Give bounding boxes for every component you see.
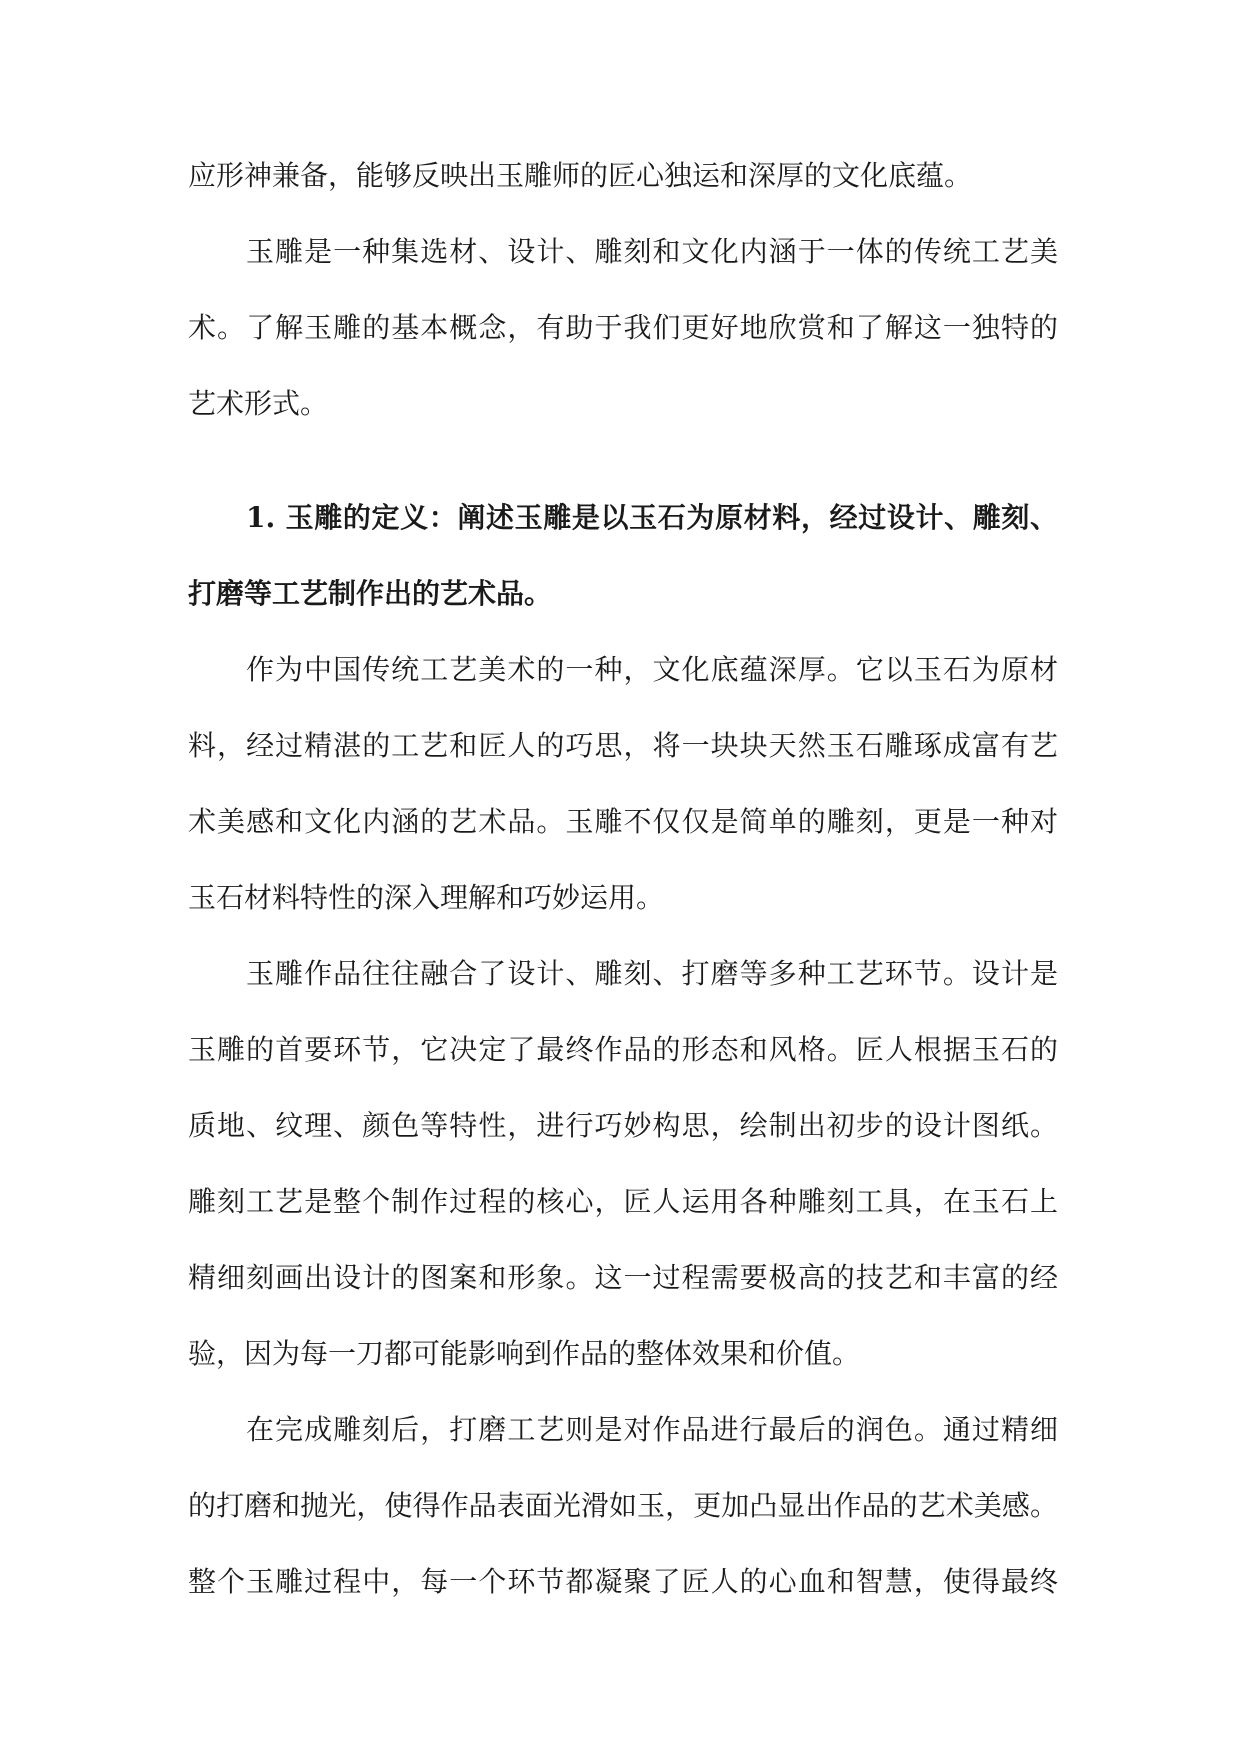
text-line: 艺术形式。 bbox=[188, 387, 329, 420]
text-line: 料，经过精湛的工艺和匠人的巧思，将一块块天然玉石雕琢成富有艺 bbox=[188, 729, 1058, 762]
heading-line: 打磨等工艺制作出的艺术品。 bbox=[188, 577, 553, 610]
text-line: 玉石材料特性的深入理解和巧妙运用。 bbox=[188, 881, 665, 914]
text-line: 术美感和文化内涵的艺术品。玉雕不仅仅是简单的雕刻，更是一种对 bbox=[188, 805, 1058, 838]
heading-line: 1. 玉雕的定义：阐述玉雕是以玉石为原材料，经过设计、雕刻、 bbox=[246, 501, 1058, 534]
text-line: 玉雕的首要环节，它决定了最终作品的形态和风格。匠人根据玉石的 bbox=[188, 1033, 1058, 1066]
text-line: 精细刻画出设计的图案和形象。这一过程需要极高的技艺和丰富的经 bbox=[188, 1261, 1058, 1294]
text-line: 应形神兼备，能够反映出玉雕师的匠心独运和深厚的文化底蕴。 bbox=[188, 159, 973, 192]
paragraph bbox=[188, 1392, 1058, 1620]
text-line: 整个玉雕过程中，每一个环节都凝聚了匠人的心血和智慧，使得最终 bbox=[188, 1565, 1058, 1598]
text-line: 质地、纹理、颜色等特性，进行巧妙构思，绘制出初步的设计图纸。 bbox=[188, 1109, 1058, 1142]
text-line: 的打磨和抛光，使得作品表面光滑如玉，更加凸显出作品的艺术美感。 bbox=[188, 1489, 1058, 1522]
text-line: 作为中国传统工艺美术的一种，文化底蕴深厚。它以玉石为原材 bbox=[246, 653, 1058, 686]
text-line: 在完成雕刻后，打磨工艺则是对作品进行最后的润色。通过精细 bbox=[246, 1413, 1058, 1446]
section-heading bbox=[188, 480, 1058, 632]
paragraph bbox=[188, 936, 1058, 1392]
paragraph bbox=[188, 632, 1058, 936]
text-line: 术。了解玉雕的基本概念，有助于我们更好地欣赏和了解这一独特的 bbox=[188, 311, 1058, 344]
paragraph bbox=[188, 214, 1058, 442]
text-line: 雕刻工艺是整个制作过程的核心，匠人运用各种雕刻工具，在玉石上 bbox=[188, 1185, 1058, 1218]
paragraph bbox=[188, 138, 1058, 214]
text-line: 玉雕作品往往融合了设计、雕刻、打磨等多种工艺环节。设计是 bbox=[246, 957, 1058, 990]
text-line: 玉雕是一种集选材、设计、雕刻和文化内涵于一体的传统工艺美 bbox=[246, 235, 1058, 268]
text-line: 验，因为每一刀都可能影响到作品的整体效果和价值。 bbox=[188, 1337, 861, 1370]
document-body bbox=[188, 138, 1058, 1620]
